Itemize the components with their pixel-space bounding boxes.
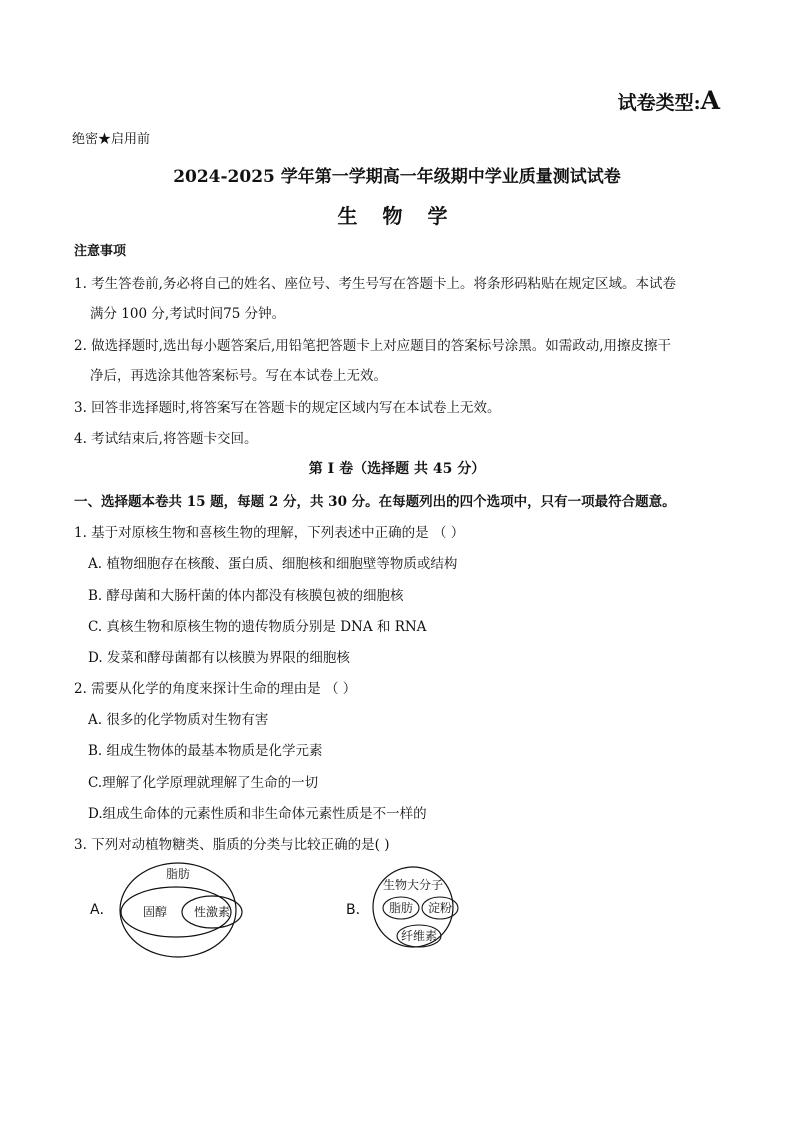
paper-type-letter: A bbox=[700, 86, 720, 115]
question-1-option-b: B. 酵母菌和大肠杆菌的体内都没有核膜包被的细胞核 bbox=[88, 588, 404, 604]
notice-item-1-line1: 1. 考生答卷前,务必将自己的姓名、座位号、考生号写在答题卡上。将条形码粘贴在规定区域。本试卷 bbox=[74, 276, 676, 292]
diagram-a-label: A． bbox=[90, 902, 114, 918]
question-2-option-b: B. 组成生物体的最基本物质是化学元素 bbox=[88, 743, 323, 759]
notice-item-3: 3. 回答非选择题时,将答案写在答题卡的规定区域内写在本试卷上无效。 bbox=[74, 400, 501, 416]
question-3-stem: 3. 下列对动植物糖类、脂质的分类与比较正确的是( ) bbox=[74, 837, 390, 853]
diagram-b-item3-label: 纤维素 bbox=[400, 929, 438, 943]
question-1-stem: 1. 基于对原核生物和喜核生物的理解，下列表述中正确的是 （ ） bbox=[74, 525, 465, 541]
diagram-b-item2-label: 淀粉 bbox=[427, 901, 453, 915]
notice-heading: 注意事项 bbox=[74, 244, 127, 259]
question-2-option-a: A. 很多的化学物质对生物有害 bbox=[88, 712, 269, 728]
diagram-a-inner-label: 性激素 bbox=[193, 905, 231, 919]
notice-item-2-line2: 净后，再选涂其他答案标号。写在本试卷上无效。 bbox=[90, 368, 387, 384]
secret-mark: 绝密★启用前 bbox=[72, 132, 151, 147]
question-2-stem: 2. 需要从化学的角度来探计生命的理由是 （ ） bbox=[74, 681, 357, 697]
subject-title: 生 物 学 bbox=[337, 204, 457, 228]
question-1-option-a: A. 植物细胞存在核酸、蛋白质、细胞核和细胞壁等物质或结构 bbox=[88, 556, 458, 572]
notice-item-1-line2: 满分 100 分,考试时间75 分钟。 bbox=[90, 306, 286, 322]
notice-item-4: 4. 考试结束后,将答题卡交回。 bbox=[74, 431, 258, 447]
notice-item-2-line1: 2. 做选择题时,选出每小题答案后,用铅笔把答题卡上对应题目的答案标号涂黑。如需政动,用擦皮擦干 bbox=[74, 338, 672, 354]
question-2-option-d: D.组成生命体的元素性质和非生命体元素性质是不一样的 bbox=[88, 806, 427, 822]
diagram-a-outer-label: 脂肪 bbox=[165, 867, 191, 881]
diagram-a-left-label: 固醇 bbox=[142, 905, 168, 919]
question-1-option-d: D. 发菜和酵母菌都有以核膜为界限的细胞核 bbox=[88, 650, 350, 666]
paper-type-label: 试卷类型: bbox=[617, 92, 701, 114]
diagram-b-label: B． bbox=[346, 902, 370, 918]
exam-title: 2024-2025 学年第一学期高一年级期中学业质量测试试卷 bbox=[173, 167, 621, 187]
diagram-b-outer-label: 生物大分子 bbox=[382, 878, 444, 892]
diagram-b-item1-label: 脂肪 bbox=[388, 901, 414, 915]
question-2-option-c: C.理解了化学原理就理解了生命的一切 bbox=[88, 775, 319, 791]
question-1-option-c: C. 真核生物和原核生物的遗传物质分别是 DNA 和 RNA bbox=[88, 619, 427, 635]
section-heading: 第 I 卷（选择题 共 45 分） bbox=[308, 461, 486, 477]
part-heading: 一、选择题本卷共 15 题，每题 2 分，共 30 分。在每题列出的四个选项中，只有一项最符合题意。 bbox=[74, 494, 676, 510]
